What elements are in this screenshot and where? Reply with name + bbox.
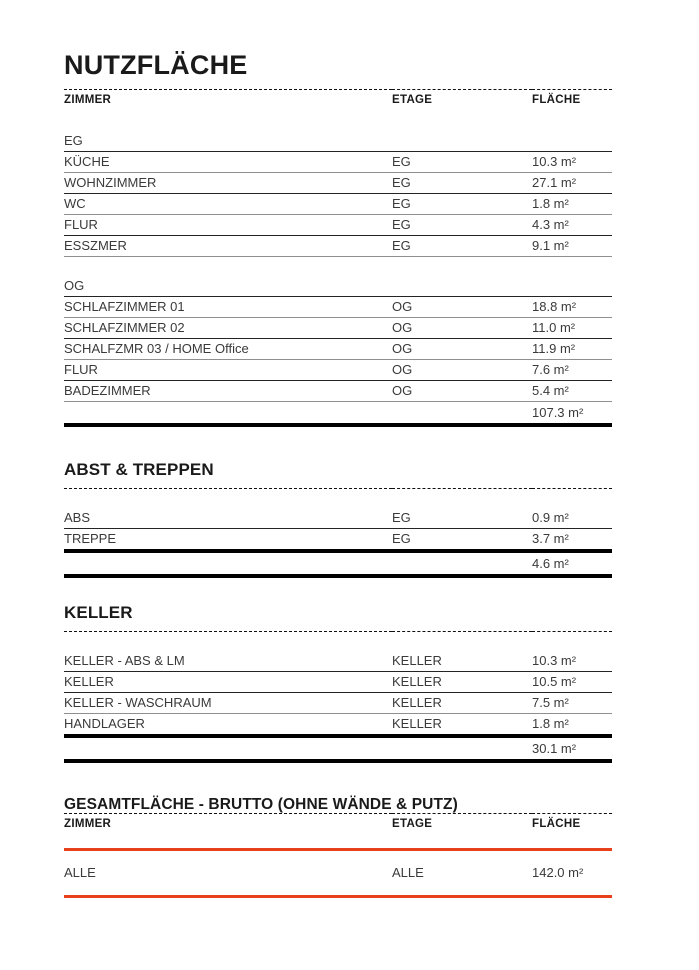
section-total: 107.3 m² [532,405,584,420]
total-row [64,553,612,576]
room-floor: EG [392,217,411,232]
room-name: KÜCHE [64,154,110,169]
section-title-spacer [64,478,612,488]
group-label-eg: EG [64,133,83,148]
total-floor-blank [392,553,532,576]
group-floor-blank [392,276,532,297]
group-floor-blank [392,131,532,152]
table-row [64,508,612,529]
room-floor: OG [392,299,413,314]
spacer [64,632,612,651]
table-row [64,297,612,318]
table-row [64,215,612,236]
room-floor: OG [392,362,413,377]
room-area: 4.3 m² [532,217,569,232]
total-floor-blank [392,738,532,761]
table-row [64,714,612,736]
nutzflaeche-table [64,89,612,427]
section-spacer [64,578,612,604]
total-row [64,738,612,761]
group-area-blank [532,276,612,297]
room-area: 10.5 m² [532,674,577,689]
total-room-blank [64,402,392,425]
keller-table [64,631,612,763]
column-header-room: ZIMMER [64,817,112,830]
column-header-area: FLÄCHE [532,817,581,830]
table-row [64,236,612,257]
total-room-blank [64,738,392,761]
spacer [64,851,612,863]
section-title-keller: KELLER [64,603,133,622]
spacer [64,257,612,276]
room-area: 11.0 m² [532,320,576,335]
room-floor: OG [392,383,413,398]
room-name: FLUR [64,362,98,377]
room-name: BADEZIMMER [64,383,151,398]
table-row [64,194,612,215]
room-area: 5.4 m² [532,383,569,398]
page-title: NUTZFLÄCHE [64,50,248,80]
section-total: 30.1 m² [532,741,577,756]
room-area: 142.0 m² [532,864,584,880]
section-title-abst-treppen: ABST & TREPPEN [64,460,214,479]
room-name: SCHLAFZIMMER 01 [64,299,185,314]
section-spacer [64,763,612,797]
room-floor: EG [392,531,411,546]
table-row [64,381,612,402]
room-floor: EG [392,238,411,253]
room-name: WC [64,196,86,211]
table-row [64,173,612,194]
room-area: 1.8 m² [532,196,569,211]
room-floor: OG [392,341,413,356]
spacer [64,883,612,895]
room-area: 7.6 m² [532,362,569,377]
column-header-floor: ETAGE [392,94,433,106]
room-name: KELLER [64,674,114,689]
room-name: KELLER - WASCHRAUM [64,695,212,710]
room-area: 0.9 m² [532,510,569,525]
spacer [64,112,612,131]
table-row [64,318,612,339]
room-name: FLUR [64,217,98,232]
room-name: ALLE [64,864,96,880]
room-area: 1.8 m² [532,716,569,731]
group-area-blank [532,131,612,152]
room-floor: EG [392,175,411,190]
spacer [64,489,612,508]
group-label-og: OG [64,278,85,293]
room-area: 10.3 m² [532,653,577,668]
room-area: 10.3 m² [532,154,577,169]
room-name: ABS [64,510,91,525]
column-header-area: FLÄCHE [532,94,581,106]
room-floor: EG [392,154,411,169]
room-floor: EG [392,196,411,211]
table-row [64,651,612,672]
room-name: ESSZMER [64,238,127,253]
room-area: 18.8 m² [532,299,577,314]
room-floor: EG [392,510,411,525]
room-area: 9.1 m² [532,238,569,253]
room-area: 3.7 m² [532,531,569,546]
room-floor: KELLER [392,716,442,731]
room-name: SCHALFZMR 03 / HOME Office [64,341,249,356]
group-label-row [64,276,612,297]
group-label-row [64,131,612,152]
table-row [64,529,612,551]
room-name: WOHNZIMMER [64,175,157,190]
room-floor: OG [392,320,413,335]
grand-total-table [64,851,612,895]
section-title-spacer [64,621,612,631]
room-name: TREPPE [64,531,117,546]
section-title-gesamtflaeche: GESAMTFLÄCHE - BRUTTO (OHNE WÄNDE & PUTZ) [64,796,458,813]
room-name: HANDLAGER [64,716,145,731]
room-area: 11.9 m² [532,341,576,356]
table-row [64,693,612,714]
column-header-room: ZIMMER [64,94,112,106]
abst-treppen-table [64,488,612,578]
room-area: 27.1 m² [532,175,577,190]
room-name: KELLER - ABS & LM [64,653,185,668]
table-row [64,360,612,381]
section-spacer [64,427,612,461]
room-area: 7.5 m² [532,695,569,710]
spacer [64,836,612,848]
table-row [64,152,612,173]
total-row [64,402,612,425]
section-total: 4.6 m² [532,556,569,571]
room-floor: KELLER [392,653,442,668]
document-sheet [64,0,612,898]
total-floor-blank [392,402,532,425]
grand-total-row [64,863,612,883]
title-spacer [64,79,612,89]
room-floor: ALLE [392,864,424,880]
gesamtflaeche-table [64,813,612,848]
room-floor: KELLER [392,674,442,689]
column-header-row [64,90,612,112]
room-floor: KELLER [392,695,442,710]
column-header-floor: ETAGE [392,817,433,830]
table-row [64,339,612,360]
total-room-blank [64,553,392,576]
column-header-row [64,814,612,836]
grand-total-bottom-rule [64,895,612,898]
room-name: SCHLAFZIMMER 02 [64,320,185,335]
table-row [64,672,612,693]
